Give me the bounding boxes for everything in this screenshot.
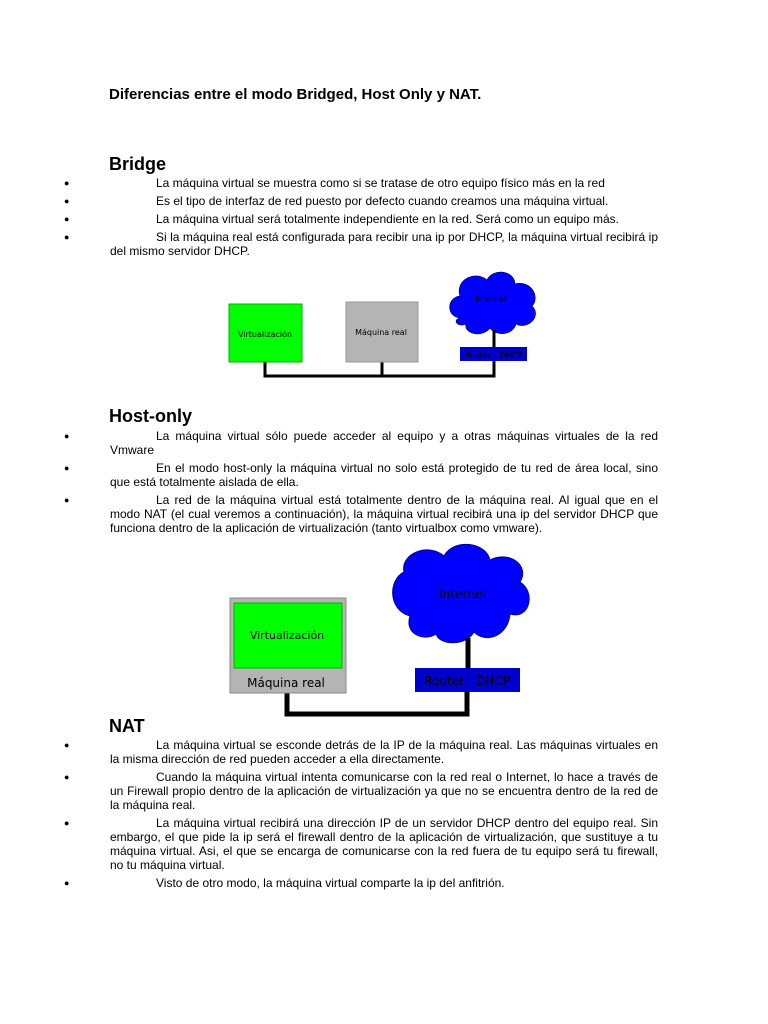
list-item: ● En el modo host-only la máquina virtual no solo está protegido de tu red de área local, sino que está totalmente aislada de ella. (64, 461, 658, 489)
list-item: ● La máquina virtual se muestra como si se tratase de otro equipo físico más en la red (64, 176, 605, 190)
bullet-icon: ● (64, 178, 70, 188)
virtualization-label: Virtualización (237, 330, 293, 339)
bullet-icon: ● (64, 214, 70, 224)
real-machine-label: Máquina real (355, 328, 407, 337)
list-item: ● Es el tipo de interfaz de red puesto por defecto cuando creamos una máquina virtual. (64, 194, 609, 208)
bullet-icon: ● (64, 740, 70, 750)
list-item: ● Cuando la máquina virtual intenta comunicarse con la red real o Internet, lo hace a través de un Firewall propio dentro de la aplicación de virtualización ya que no se encuentra dentro de la red de la máquina real. (64, 770, 658, 812)
bullet-icon: ● (64, 878, 70, 888)
list-item: ● La red de la máquina virtual está totalmente dentro de la máquina real. Al igual que en el modo NAT (el cual veremos a continuación), la máquina virtual recibirá una ip del servidor DHCP que funciona dentro de la aplicación de virtualización (tanto virtualbox como vmware). (64, 493, 658, 535)
list-item: ● La máquina virtual se esconde detrás de la IP de la máquina real. Las máquinas virtuales en la misma dirección de red pueden acceder a ella directamente. (64, 738, 658, 766)
virtualization-label: Virtualización (249, 629, 325, 642)
nat-bullet-list (64, 738, 658, 894)
bullet-icon: ● (64, 772, 70, 782)
list-item: ● Visto de otro modo, la máquina virtual comparte la ip del anfitrión. (64, 876, 505, 890)
bullet-icon: ● (64, 431, 70, 441)
bullet-icon: ● (64, 463, 70, 473)
bullet-icon: ● (64, 232, 70, 242)
host-only-connector-lines (285, 692, 470, 716)
list-item: ● La máquina virtual será totalmente independiente en la red. Será como un equipo más. (64, 212, 619, 226)
internet-label: Internet (439, 587, 487, 601)
internet-label: Internet (475, 295, 507, 304)
bullet-icon: ● (64, 495, 70, 505)
section-heading-host-only: Host-only (109, 406, 192, 426)
list-item: ● Si la máquina real está configurada para recibir una ip por DHCP, la máquina virtual recibirá ip del mismo servidor DHCP. (64, 230, 658, 258)
page-title: Diferencias entre el modo Bridged, Host Only y NAT. (109, 86, 482, 103)
list-item: ● La máquina virtual recibirá una dirección IP de un servidor DHCP dentro del equipo real. Sin embargo, el que pide la ip será el firewall dentro de la aplicación de virtualización, que sustituye a tu máquina virtual. Asi, el que se encarga de comunicarse con la red fuera de tu equipo será tu firewall, no tu máquina virtual. (64, 816, 658, 872)
real-machine-label: Máquina real (247, 676, 325, 690)
section-heading-bridge: Bridge (109, 154, 167, 174)
list-item: ● La máquina virtual sólo puede acceder al equipo y a otras máquinas virtuales de la red Vmware (64, 429, 658, 457)
section-heading-nat: NAT (109, 716, 145, 736)
router-dhcp-label: Router - DHCP (464, 351, 522, 360)
router-dhcp-label: Router - DHCP (424, 674, 510, 688)
bullet-icon: ● (64, 196, 70, 206)
bullet-icon: ● (64, 818, 70, 828)
